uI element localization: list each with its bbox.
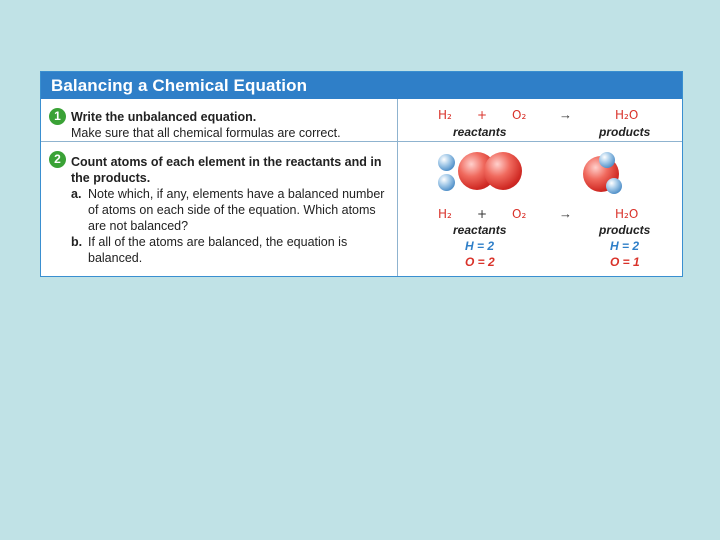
step-1-product-h2o: H₂O: [615, 108, 639, 122]
step-1-plus: +: [477, 108, 488, 122]
step-2-products-label: products: [599, 223, 651, 237]
step-2-badge: 2: [49, 151, 66, 168]
step-2-a-line3: are not balanced?: [88, 219, 189, 233]
step-2-reactant-h2: H₂: [438, 207, 452, 221]
hydrogen-atom: [438, 154, 455, 171]
balancing-equation-panel: [40, 71, 683, 277]
step-1-products-label: products: [599, 125, 651, 139]
step-1-text: Make sure that all chemical formulas are correct.: [71, 126, 341, 140]
step-2-plus: +: [477, 207, 488, 221]
step-2-a-line2: of atoms on each side of the equation. Which atoms: [88, 203, 376, 217]
step-2-product-h2o: H₂O: [615, 207, 639, 221]
oxygen-atom: [484, 152, 522, 190]
product-hydrogen-count: H = 2: [610, 239, 640, 253]
step-2-heading-line2: the products.: [71, 171, 151, 185]
step-1-reactant-h2: H₂: [438, 108, 452, 122]
step-1-reactants-label: reactants: [453, 125, 507, 139]
reactant-hydrogen-count: H = 2: [465, 239, 495, 253]
step-2-reactant-o2: O₂: [512, 207, 527, 221]
hydrogen-atom: [438, 174, 455, 191]
step-2-reactants-label: reactants: [453, 223, 507, 237]
step-2-a-line1: Note which, if any, elements have a balanced number: [88, 187, 385, 201]
step-1-reactant-o2: O₂: [512, 108, 527, 122]
step-1-heading: Write the unbalanced equation.: [71, 110, 257, 124]
step-2-b-line2: balanced.: [88, 251, 143, 265]
step-2-b-line1: If all of the atoms are balanced, the equation is: [88, 235, 348, 249]
panel-title: Balancing a Chemical Equation: [51, 76, 308, 95]
row-divider: [41, 141, 682, 142]
reactant-oxygen-count: O = 2: [465, 255, 495, 269]
step-2-heading-line1: Count atoms of each element in the reactants and in: [71, 155, 382, 169]
product-oxygen-count: O = 1: [610, 255, 640, 269]
hydrogen-atom: [606, 178, 622, 194]
title-bar: [41, 72, 682, 99]
step-2-a-marker: a.: [71, 187, 82, 201]
step-1-badge: 1: [49, 108, 66, 125]
hydrogen-atom: [599, 152, 615, 168]
step-2-b-marker: b.: [71, 235, 83, 249]
step-2-arrow: →: [559, 206, 572, 221]
column-divider: [397, 99, 398, 276]
step-1-arrow: →: [559, 107, 572, 122]
